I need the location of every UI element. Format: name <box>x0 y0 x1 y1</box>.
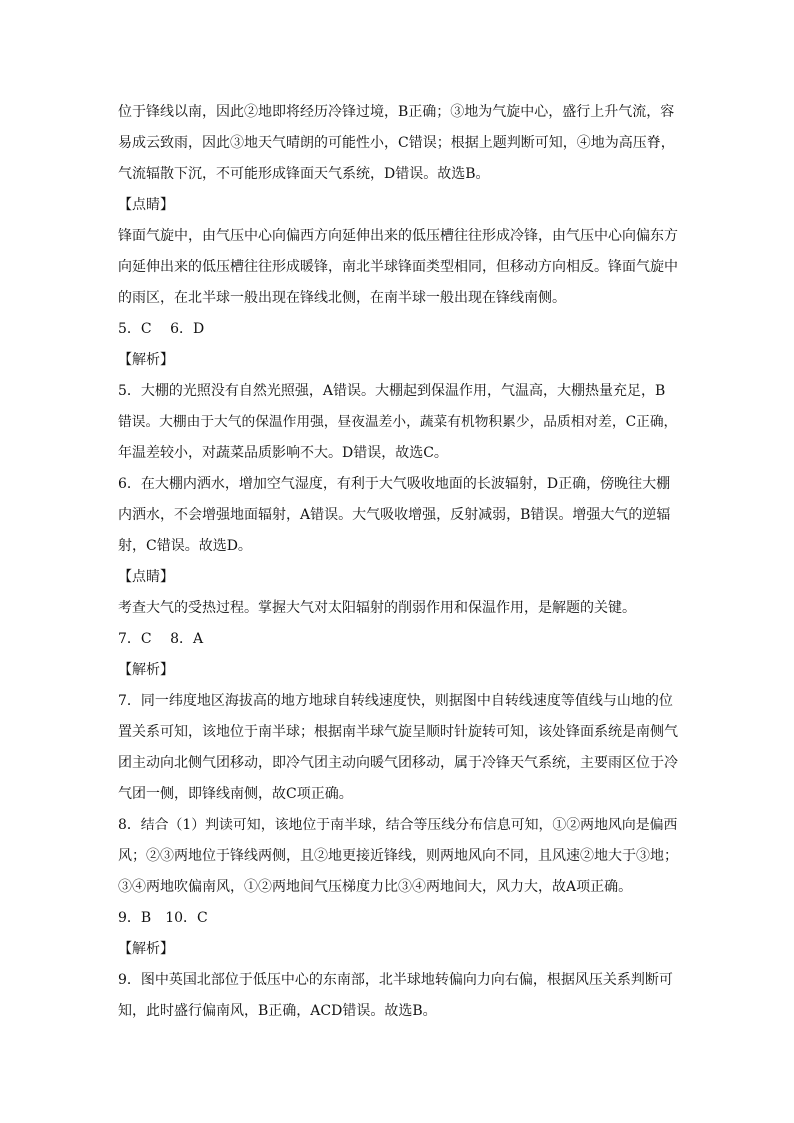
document-page <box>118 97 678 1027</box>
paragraph-line: 8．结合（1）判读可知，该地位于南半球，结合等压线分布信息可知，①②两地风向是偏西 <box>118 817 678 833</box>
answer-line: 7．C 8．A <box>118 631 204 647</box>
section-heading: 【解析】 <box>118 352 174 368</box>
paragraph-line: 9．图中英国北部位于低压中心的东南部，北半球地转偏向力向右偏，根据风压关系判断可 <box>118 972 673 988</box>
paragraph-line: 的雨区，在北半球一般出现在锋线北侧，在南半球一般出现在锋线南侧。 <box>118 290 566 306</box>
paragraph-line: 位于锋线以南，因此②地即将经历冷锋过境，B正确；③地为气旋中心，盛行上升气流，容 <box>118 104 675 120</box>
paragraph-line: ③④两地吹偏南风，①②两地间气压梯度力比③④两地间大，风力大，故A项正确。 <box>118 879 633 895</box>
answer-line: 9．B 10．C <box>118 910 208 926</box>
section-heading: 【解析】 <box>118 662 174 678</box>
paragraph-line: 向延伸出来的低压槽往往形成暖锋，南北半球锋面类型相同，但移动方向相反。锋面气旋中 <box>118 259 678 275</box>
paragraph-line: 年温差较小，对蔬菜品质影响不大。D错误，故选C。 <box>118 445 448 461</box>
paragraph-line: 气团一侧，即锋线南侧，故C项正确。 <box>118 786 353 802</box>
section-heading: 【点睛】 <box>118 197 174 213</box>
paragraph-line: 风；②③两地位于锋线两侧，且②地更接近锋线，则两地风向不同，且风速②地大于③地； <box>118 848 678 864</box>
paragraph-line: 锋面气旋中，由气压中心向偏西方向延伸出来的低压槽往往形成冷锋，由气压中心向偏东方 <box>118 228 678 244</box>
paragraph-line: 考查大气的受热过程。掌握大气对太阳辐射的削弱作用和保温作用，是解题的关键。 <box>118 600 636 616</box>
section-heading: 【点睛】 <box>118 569 174 585</box>
paragraph-line: 置关系可知，该地位于南半球；根据南半球气旋呈顺时针旋转可知，该处锋面系统是南侧气 <box>118 724 678 740</box>
paragraph-line: 5．大棚的光照没有自然光照强，A错误。大棚起到保温作用，气温高，大棚热量充足，B <box>118 383 666 399</box>
answer-line: 5．C 6．D <box>118 321 205 337</box>
paragraph-line: 知，此时盛行偏南风，B正确，ACD错误。故选B。 <box>118 1003 437 1019</box>
section-heading: 【解析】 <box>118 941 174 957</box>
paragraph-line: 团主动向北侧气团移动，即冷气团主动向暖气团移动，属于冷锋天气系统，主要雨区位于冷 <box>118 755 678 771</box>
paragraph-line: 气流辐散下沉，不可能形成锋面天气系统，D错误。故选B。 <box>118 166 490 182</box>
paragraph-line: 6．在大棚内洒水，增加空气湿度，有利于大气吸收地面的长波辐射，D正确，傍晚往大棚 <box>118 476 671 492</box>
paragraph-line: 易成云致雨，因此③地天气晴朗的可能性小，C错误；根据上题判断可知，④地为高压脊， <box>118 135 675 151</box>
paragraph-line: 7．同一纬度地区海拔高的地方地球自转线速度快，则据图中自转线速度等值线与山地的位 <box>118 693 673 709</box>
paragraph-line: 错误。大棚由于大气的保温作用强，昼夜温差小，蔬菜有机物积累少，品质相对差，C正确， <box>118 414 678 430</box>
paragraph-line: 射，C错误。故选D。 <box>118 538 252 554</box>
paragraph-line: 内洒水，不会增强地面辐射，A错误。大气吸收增强，反射减弱，B错误。增强大气的逆辐 <box>118 507 671 523</box>
